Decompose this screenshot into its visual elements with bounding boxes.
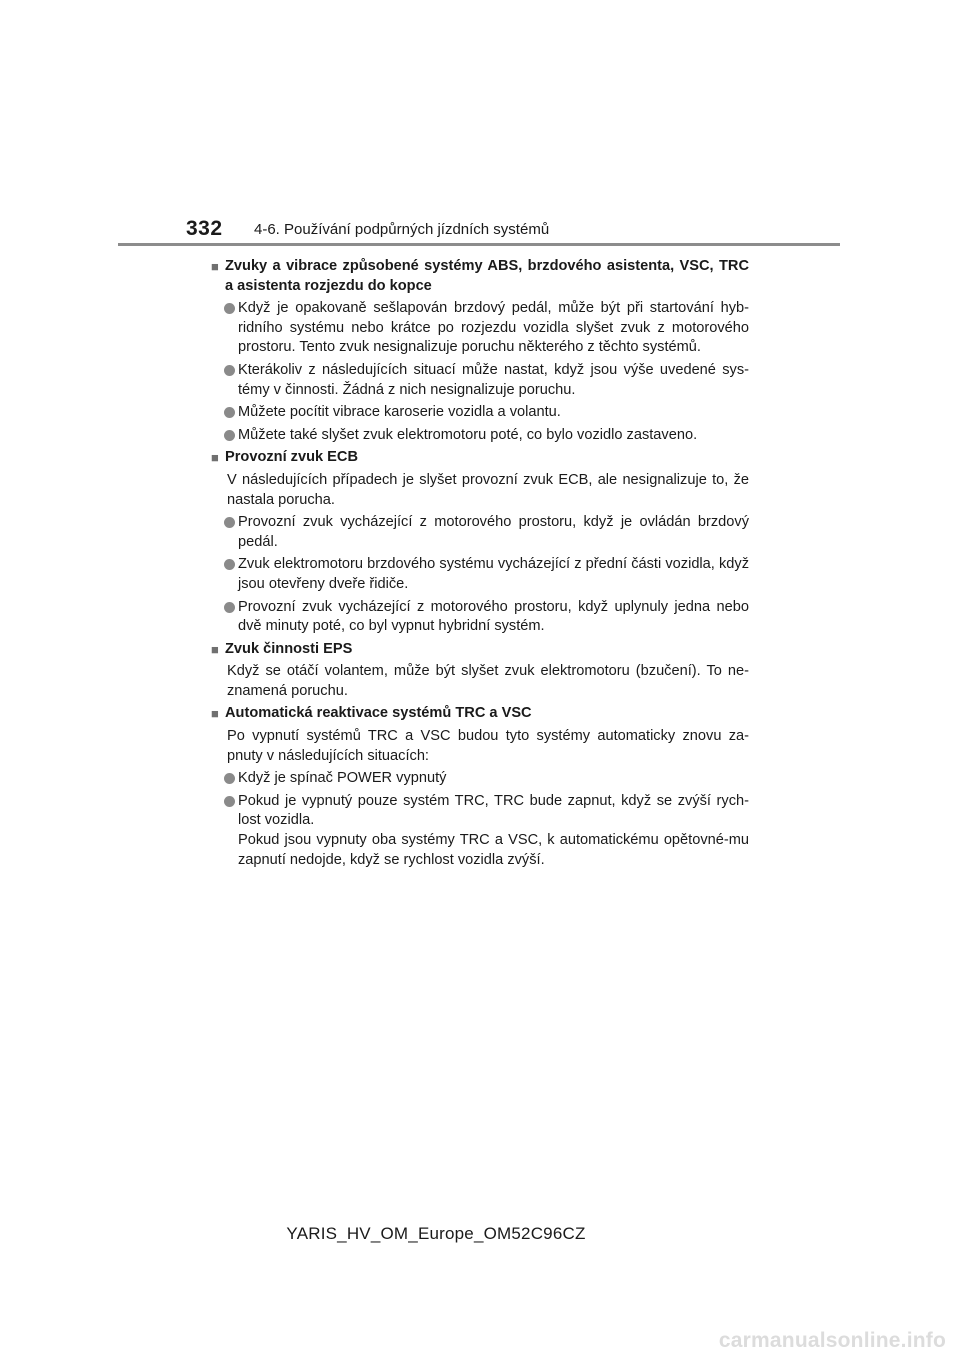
list-item <box>224 403 749 423</box>
square-bullet-icon: ■ <box>211 641 219 657</box>
section-heading <box>211 640 749 660</box>
list-item-text <box>238 361 749 400</box>
round-bullet-icon <box>224 303 235 314</box>
list-item-text <box>238 403 749 423</box>
round-bullet-icon <box>224 430 235 441</box>
header-divider <box>118 243 840 246</box>
list-item <box>224 513 749 552</box>
list-item-text <box>238 555 749 594</box>
list-item <box>224 598 749 637</box>
document-code: YARIS_HV_OM_Europe_OM52C96CZ <box>286 1224 586 1243</box>
list-item <box>224 769 749 789</box>
list-item-paragraph: Provozní zvuk vycházející z motorového prostoru, když je ovládán brzdový pedál. <box>238 514 749 550</box>
round-bullet-icon <box>224 773 235 784</box>
round-bullet-icon <box>224 365 235 376</box>
list-item-text <box>238 513 749 552</box>
square-bullet-icon: ■ <box>211 450 219 466</box>
list-item <box>224 426 749 446</box>
section-intro: V následujících případech je slyšet provozní zvuk ECB, ale nesignalizuje to, že nastala porucha. <box>227 471 749 508</box>
list-item-paragraph: Pokud jsou vypnuty oba systémy TRC a VSC, k automatickému opětovné-mu zapnutí nedojde, když se rychlost vozidla zvýší. <box>238 832 749 868</box>
section-heading <box>211 448 749 468</box>
section-heading <box>211 704 749 724</box>
list-item <box>224 299 749 358</box>
section-heading-text: Provozní zvuk ECB <box>225 449 358 466</box>
list-item <box>224 555 749 594</box>
round-bullet-icon <box>224 559 235 570</box>
page-footer <box>0 1224 960 1244</box>
square-bullet-icon: ■ <box>211 259 219 274</box>
watermark: carmanualsonline.info <box>718 1329 946 1352</box>
section-intro: Po vypnutí systémů TRC a VSC budou tyto systémy automaticky znovu za-pnuty v následujících situacích: <box>227 728 749 764</box>
list-item-paragraph: Můžete také slyšet zvuk elektromotoru poté, co bylo vozidlo zastaveno. <box>238 426 698 443</box>
list-item-text <box>238 792 749 870</box>
round-bullet-icon <box>224 517 235 528</box>
list-item-paragraph: Zvuk elektromotoru brzdového systému vycházející z přední části vozidla, když jsou otevřeny dveře řidiče. <box>238 556 749 592</box>
section-heading-text: Zvuky a vibrace způsobené systémy ABS, brzdového asistenta, VSC, TRC a asistenta rozjezdu do kopce <box>225 258 749 294</box>
section-intro: Když se otáčí volantem, může být slyšet zvuk elektromotoru (bzučení). To ne-znamená poruchu. <box>227 663 749 699</box>
list-item-paragraph: Kterákoliv z následujících situací může nastat, když jsou výše uvedené sys-témy v činnosti. Žádná z nich nesignalizuje poruchu. <box>238 361 749 398</box>
page-header <box>0 0 960 250</box>
page-number: 332 <box>186 217 223 240</box>
page-content <box>211 254 749 873</box>
list-item-paragraph: Když je spínač POWER vypnutý <box>238 770 447 787</box>
round-bullet-icon <box>224 407 235 418</box>
round-bullet-icon <box>224 602 235 613</box>
section-heading <box>211 257 749 296</box>
list-item <box>224 361 749 400</box>
list-item-text <box>238 299 749 358</box>
list-item-text <box>238 426 749 446</box>
section-heading-text: Automatická reaktivace systémů TRC a VSC <box>225 705 532 722</box>
list-item-text <box>238 598 749 637</box>
square-bullet-icon: ■ <box>211 706 219 722</box>
list-item <box>224 792 749 870</box>
list-item-paragraph: Když je opakovaně sešlapován brzdový pedál, může být při startování hyb-ridního systému nebo krátce po rozjezdu vozidla slyšet zvuk z motorového prostoru. Tento zvuk nesignalizuje poruchu některého z těchto systémů. <box>238 300 749 356</box>
list-item-text <box>238 769 749 789</box>
list-item-paragraph: Můžete pocítit vibrace karoserie vozidla a volantu. <box>238 404 561 421</box>
list-item-paragraph: Provozní zvuk vycházející z motorového prostoru, když uplynuly jedna nebo dvě minuty poté, co byl vypnut hybridní systém. <box>238 598 749 635</box>
round-bullet-icon <box>224 796 235 807</box>
list-item-paragraph: Pokud je vypnutý pouze systém TRC, TRC bude zapnut, když se zvýší rych-lost vozidla. <box>238 792 749 829</box>
section-heading-text: Zvuk činnosti EPS <box>225 640 353 657</box>
section-title: 4-6. Používání podpůrných jízdních systémů <box>254 221 550 238</box>
